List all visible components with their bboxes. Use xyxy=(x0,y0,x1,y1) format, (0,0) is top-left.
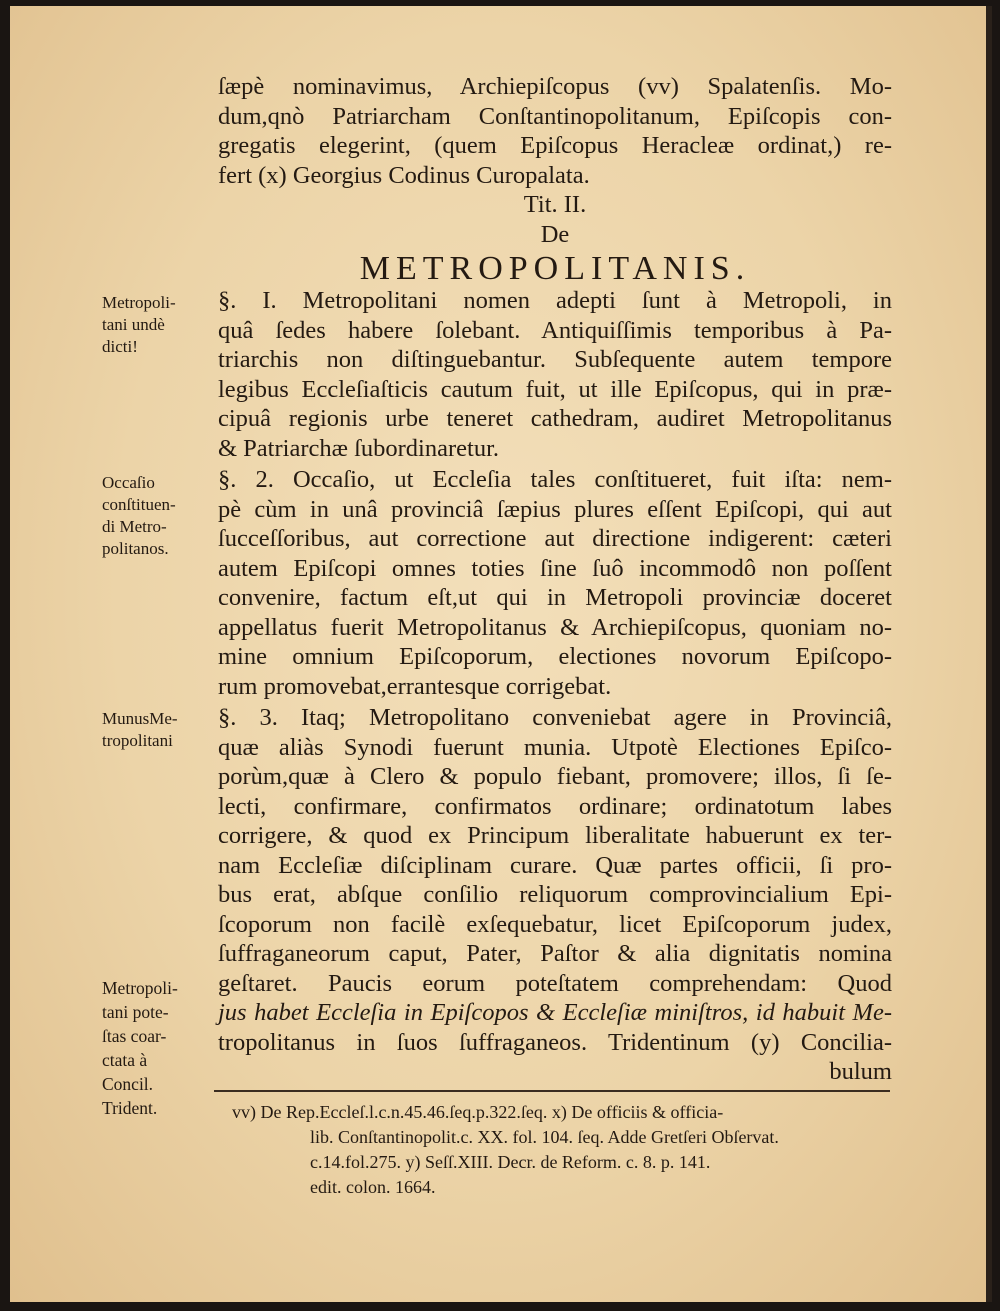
text-line: porùm,quæ à Clero & populo fiebant, promovere; illos, ſi ſe- xyxy=(218,763,892,790)
text-line: geſtaret. Paucis eorum poteſtatem comprehendam: Quod xyxy=(218,969,892,997)
footnote-rule xyxy=(214,1090,890,1092)
margin-note-text: Metropoli- tani undè dicti! xyxy=(102,293,176,356)
footnotes xyxy=(232,1100,890,1200)
margin-note-text: Metropoli- tani pote- ſtas coar- ctata à Concil. Trident. xyxy=(102,978,178,1118)
text-line: tropolitanus in ſuos ſuffraganeos. Tridentinum (y) Concilia- xyxy=(218,1028,892,1056)
paragraph-1 xyxy=(218,286,892,463)
margin-note xyxy=(102,292,210,358)
text-line: autem Epiſcopi omnes toties ſine ſuô incommodô non poſſent xyxy=(218,554,892,582)
text-line: rum promovebat,errantesque corrigebat. xyxy=(218,672,612,700)
text-line: quâ ſedes habere ſolebant. Antiquiſſimis temporibus à Pa- xyxy=(218,316,892,344)
text-line: ſcoporum non facilè exſequebatur, licet Epiſcoporum judex, xyxy=(218,910,892,938)
title-number: Tit. II. xyxy=(523,191,587,218)
footnote-line: c.14.fol.275. y) Seſſ.XIII. Decr. de Reform. c. 8. p. 141. xyxy=(310,1152,711,1172)
text-line: legibus Eccleſiaſticis cautum fuit, ut ille Epiſcopus, qui in præ- xyxy=(218,375,892,403)
text-line: mine omnium Epiſcoporum, electiones novorum Epiſcopo- xyxy=(218,643,892,670)
margin-note xyxy=(102,976,210,1120)
text-line: ſæpè nominavimus, Archiepiſcopus (vv) Spalatenſis. Mo- xyxy=(218,73,892,100)
text-line: triarchis non diſtinguebantur. Subſequente autem tempore xyxy=(218,346,892,373)
text-line: jus habet Eccleſia in Epiſcopos & Eccleſiæ miniſtros, id habuit Me- xyxy=(218,999,892,1026)
text-line: & Patriarchæ ſubordinaretur. xyxy=(218,434,499,462)
footnote-line: edit. colon. 1664. xyxy=(310,1177,436,1197)
text-line: ſucceſſoribus, aut correctione aut directione indigerent: cæteri xyxy=(218,525,892,552)
text-line: §. 3. Itaq; Metropolitano conveniebat agere in Provinciâ, xyxy=(218,704,892,731)
text-line: corrigere, & quod ex Principum liberalitate habuerunt ex ter- xyxy=(218,822,892,849)
footnote-line: lib. Conſtantinopolit.c. XX. fol. 104. ſeq. Adde Gretſeri Obſervat. xyxy=(310,1127,779,1147)
paragraph-2 xyxy=(218,465,892,701)
text-line: bus erat, abſque conſilio reliquorum comprovincialium Epi- xyxy=(218,881,892,908)
text-line: pè cùm in unâ provinciâ ſæpius plures eſſent Epiſcopi, qui aut xyxy=(218,495,892,523)
text-line: convenire, factum eſt,ut qui in Metropoli provinciæ doceret xyxy=(218,584,892,611)
top-paragraph xyxy=(218,72,892,289)
text-line: fert (x) Georgius Codinus Curopalata. xyxy=(218,161,590,189)
text-line: §. I. Metropolitani nomen adepti ſunt à Metropoli, in xyxy=(218,287,892,314)
paragraph-3 xyxy=(218,703,892,1087)
text-line: gregatis elegerint, (quem Epiſcopus Heracleæ ordinat,) re- xyxy=(218,132,892,159)
text-line: dum,qnò Patriarcham Conſtantinopolitanum, Epiſcopis con- xyxy=(218,102,892,130)
margin-note-text: Occaſio conſtituen- di Metro- politanos. xyxy=(102,473,176,558)
text-line: cipuâ regionis urbe teneret cathedram, audiret Metropolitanus xyxy=(218,405,892,432)
text-line: lecti, confirmare, confirmatos ordinare; ordinatotum labes xyxy=(218,792,892,820)
footnote-line: vv) De Rep.Eccleſ.l.c.n.45.46.ſeq.p.322.ſeq. x) De officiis & officia- xyxy=(232,1102,724,1122)
text-line: quæ aliàs Synodi fuerunt munia. Utpotè Electiones Epiſco- xyxy=(218,733,892,761)
text-line: ſuffraganeorum caput, Pater, Paſtor & alia dignitatis nomina xyxy=(218,940,892,967)
section-title: METROPOLITANIS. xyxy=(359,250,751,287)
margin-note xyxy=(102,472,210,560)
margin-note-text: MunusMe- tropolitani xyxy=(102,709,178,750)
text-line: appellatus fuerit Metropolitanus & Archiepiſcopus, quoniam no- xyxy=(218,613,892,641)
catchword: bulum xyxy=(829,1058,892,1085)
text-line: nam Eccleſiæ diſciplinam curare. Quæ partes officii, ſi pro- xyxy=(218,851,892,879)
title-de: De xyxy=(540,220,570,248)
margin-note xyxy=(102,708,210,752)
text-line: §. 2. Occaſio, ut Eccleſia tales conſtitueret, fuit iſta: nem- xyxy=(218,466,892,493)
